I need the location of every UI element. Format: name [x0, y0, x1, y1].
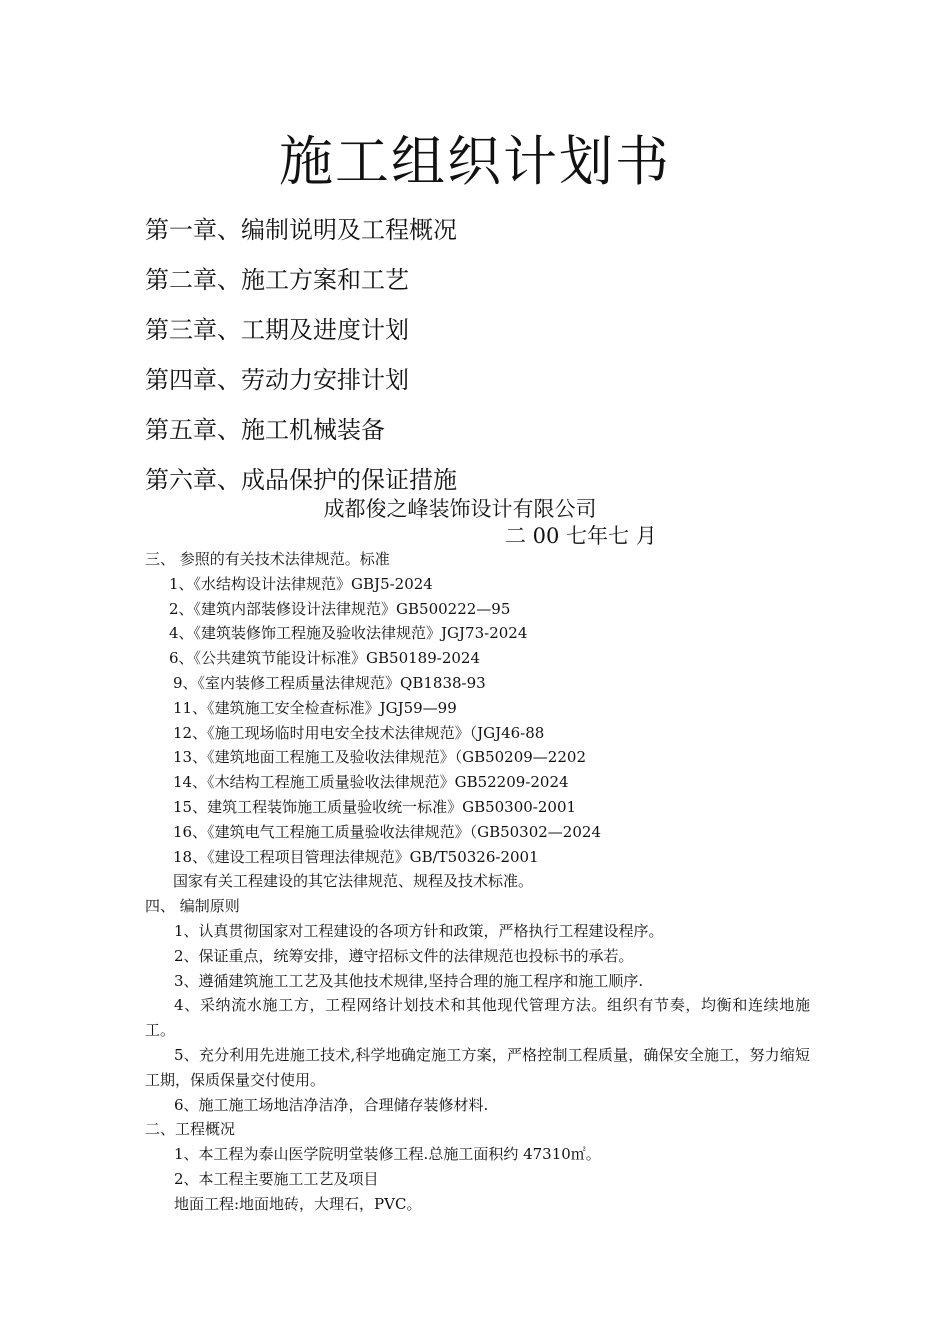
- document-date: 二 00 七年七 月: [505, 524, 657, 548]
- toc-chapter-6: 第六章、成品保护的保证措施: [145, 466, 457, 494]
- standard-item: 11、《建筑施工安全检查标准》JGJ59—99: [173, 698, 457, 717]
- document-title: 施工组织计划书: [279, 130, 671, 193]
- principle-item: 1、认真贯彻国家对工程建设的各项方针和政策，严格执行工程建设程序。: [174, 921, 664, 940]
- principle-item: 2、保证重点，统筹安排，遵守招标文件的法律规范也投标书的承若。: [174, 946, 634, 965]
- standard-item: 15、建筑工程装饰施工质量验收统一标准》GB50300-2001: [173, 797, 577, 816]
- standard-item: 6、《公共建筑节能设计标准》GB50189-2024: [169, 649, 481, 668]
- standard-item: 4、《建筑装修饰工程施及验收法律规范》JGJ73-2024: [169, 624, 528, 643]
- overview-item: 1、本工程为泰山医学院明堂装修工程.总施工面积约 47310㎡。: [174, 1145, 601, 1164]
- toc-chapter-4: 第四章、劳动力安排计划: [145, 366, 409, 394]
- table-of-contents: [145, 205, 457, 505]
- toc-chapter-2: 第二章、施工方案和工艺: [145, 266, 409, 294]
- principle-item: 6、施工施工场地洁净洁净，合理储存装修材料.: [174, 1095, 489, 1114]
- document-body: [145, 547, 810, 1217]
- section-heading-principles: 四、 编制原则: [145, 897, 240, 916]
- principle-item: 5、充分利用先进施工技术,科学地确定施工方案，严格控制工程质量，确保安全施工，努力缩短工期，保质保量交付使用。: [145, 1045, 810, 1089]
- toc-chapter-1: 第一章、编制说明及工程概况: [145, 216, 457, 244]
- section-heading-references: 三、 参照的有关技术法律规范。标准: [145, 550, 390, 568]
- principle-item: 3、遵循建筑施工工艺及其他技术规律,坚持合理的施工程序和施工顺序.: [174, 971, 644, 990]
- standard-item: 16、《建筑电气工程施工质量验收法律规范》（GB50302—2024: [173, 822, 601, 841]
- section-heading-overview: 二、工程概况: [145, 1120, 236, 1139]
- standards-closing-note: 国家有关工程建设的其它法律规范、规程及技术标准。: [173, 872, 534, 891]
- overview-item: 地面工程:地面地砖，大理石，PVC。: [174, 1194, 422, 1213]
- standard-item: 14、《木结构工程施工质量验收法律规范》GB52209-2024: [173, 773, 569, 792]
- principle-item: 4、采纳流水施工方，工程网络计划技术和其他现代管理方法。组织有节奏，均衡和连续地施工。: [145, 996, 810, 1040]
- standard-item: 18、《建设工程项目管理法律规范》GB/T50326-2001: [173, 847, 539, 866]
- standard-item: 1、《水结构设计法律规范》GBJ5-2024: [169, 574, 433, 593]
- standard-item: 2、《建筑内部装修设计法律规范》GB500222—95: [169, 599, 511, 618]
- toc-chapter-3: 第三章、工期及进度计划: [145, 316, 409, 344]
- toc-chapter-5: 第五章、施工机械装备: [145, 416, 385, 444]
- overview-item: 2、本工程主要施工工艺及项目: [174, 1169, 379, 1188]
- standard-item: 13、《建筑地面工程施工及验收法律规范》（GB50209—2202: [173, 748, 586, 767]
- standard-item: 9、《室内装修工程质量法律规范》QB1838-93: [173, 673, 486, 692]
- standard-item: 12、《施工现场临时用电安全技术法律规范》（JGJ46-88: [173, 723, 545, 742]
- company-name: 成都俊之峰装饰设计有限公司: [323, 497, 597, 521]
